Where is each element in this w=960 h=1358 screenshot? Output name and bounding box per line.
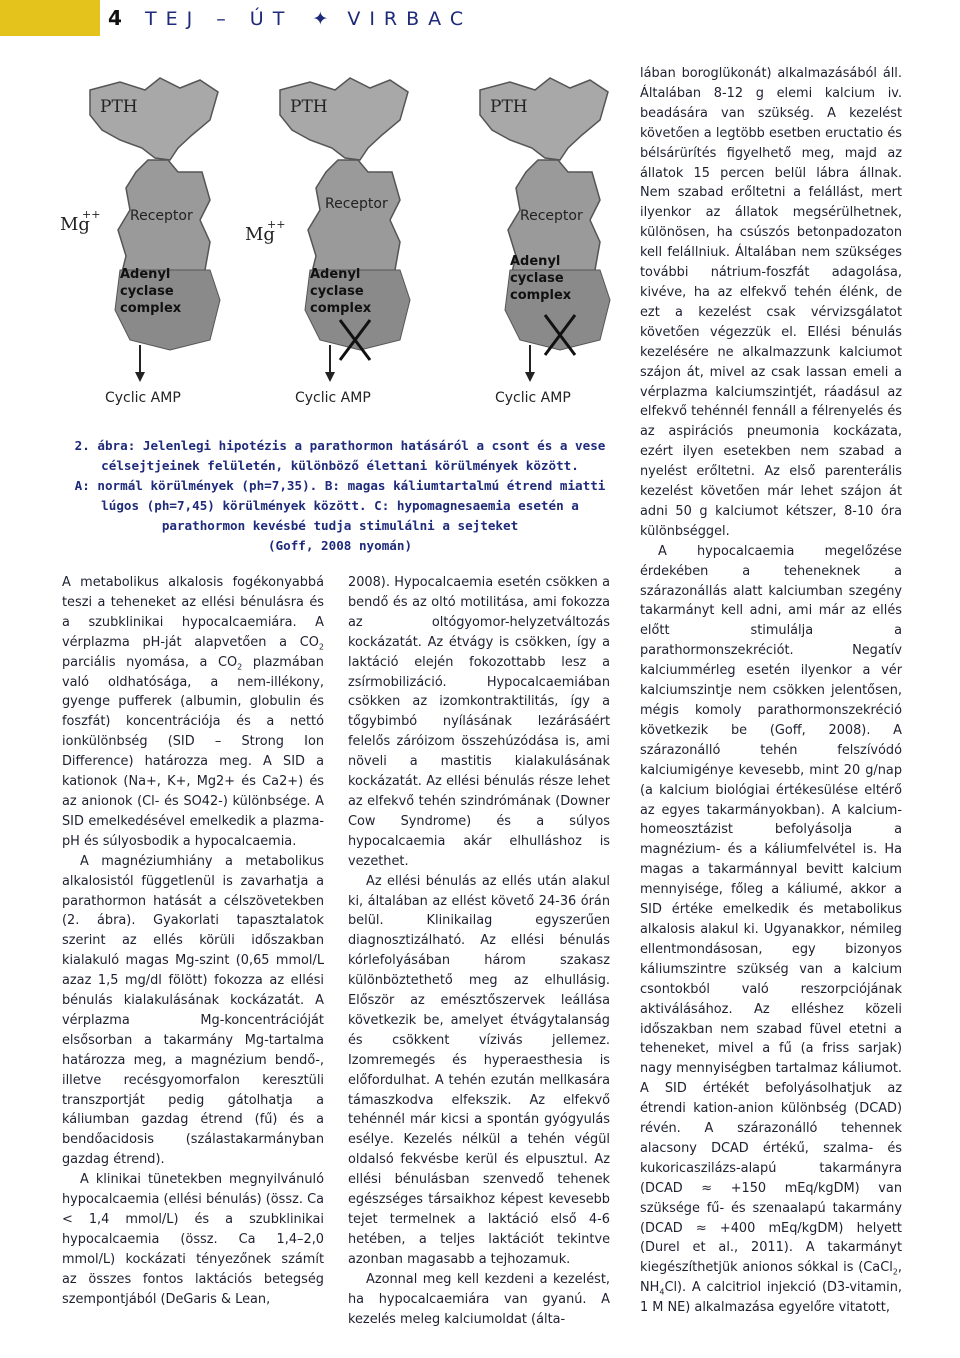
running-title-left: TEJ – ÚT — [145, 8, 294, 30]
paragraph: Az ellési bénulás az ellés után alakul ki, általában az ellést követő 24-36 órán belül. Klinikailag egyszerűen diagnosztizálható. Az ellési bénulás kórlefolyásában három szakasz különböztethető meg az elhullásig. Először az emésztőszervek leállása következik be, amelyet étvágytalanság és csökkent vízivás jellemez. Izomremegés és hyperaesthesia is előfordulhat. A tehén ezután mellkasára támaszkodva elfekszik. Az elfekvő tehénnél már kicsi a spontán gyógyulás esélye. Kezelés nélkül a tehén végül oldalsó fekvésbe kerül és elpusztul. Az ellési bénulásban szenvedő tehenek egészséges társaikhoz képest kevesebb tejet termelnek a laktáció első 4-6 hetében, a teljes laktációt tekintve azonban magasabb a tejhozamuk. — [348, 873, 610, 1267]
adenyl-line2-a: cyclase — [120, 284, 174, 299]
adenyl-line1-a: Adenyl — [120, 267, 171, 282]
figure-caption — [60, 436, 620, 556]
adenyl-line2-c: cyclase — [510, 271, 564, 286]
receptor-label-a: Receptor — [130, 208, 193, 224]
mg-label-b: Mg — [245, 224, 275, 245]
pth-label-c: PTH — [490, 97, 528, 117]
adenyl-line3-b: complex — [310, 301, 372, 316]
caption-line: lúgos (ph=7,45) körülmények között. C: hypomagnesaemia esetén a — [101, 498, 579, 513]
panel-a — [60, 78, 220, 406]
adenyl-line2-b: cyclase — [310, 284, 364, 299]
caption-line: parathormon kevésbé tudja stimulálni a sejteket — [161, 518, 519, 533]
paragraph: Azonnal meg kell kezdeni a kezelést, ha hypocalcaemiára van gyanú. A kezelés meleg kalciumoldat (álta- — [348, 1271, 610, 1327]
header-accent-bar — [0, 0, 100, 36]
adenyl-line1-c: Adenyl — [510, 254, 561, 269]
page-number: 4 — [108, 6, 122, 30]
paragraph: 2008). Hypocalcaemia esetén csökken a bendő és az oltó motilitása, ami fokozza az oltógyomor-helyzetváltozás kockázatát. Az étvágy is csökken, így a laktáció elején fokozottabb lesz a zsírmobilizáció. Hypocalcaemiában csökken az izomkontraktilitás, így a tőgybimbó nyílásának lezárásáért felelős záróizom összehúzódása is, ami növeli a mastitis kialakulásának kockázatát. Az ellési bénulás része lehet az elfekvő tehén szindrómának (Downer Cow Syndrome) és a súlyos hypocalcaemia akár elhulláshoz is vezethet. — [348, 575, 610, 869]
star-icon: ✦ — [312, 8, 329, 30]
mg-charge-b: ++ — [267, 218, 286, 231]
caption-line: 2. ábra: Jelenlegi hipotézis a parathormon hatásáról a csont és a vese — [74, 438, 606, 453]
paragraph: A metabolikus alkalosis fogékonyabbá teszi a teheneket az ellési bénulásra és a szubklinikai hypocalcaemiára. A vérplazma pH-ját alapvetően a $CO_2$ parciális nyomása, a $CO_2$ plazmában való oldhatósága, a nem-illékony, gyenge pufferek (albumin, globulin és foszfát) koncentrációja és a nettó ionkülönbség (SID – Strong Ion Difference) határozza meg. A SID a kationok (Na+, K+, Mg2+ és Ca2+) és az anionok (Cl- és SO42-) különbsége. A SID emelkedésével emelkedik a plazma-pH és súlyosbodik a hypocalcaemia. — [62, 575, 324, 849]
adenyl-line3-a: complex — [120, 301, 182, 316]
caption-line: (Goff, 2008 nyomán) — [267, 538, 413, 553]
mg-label-a: Mg — [60, 214, 90, 235]
running-title-right: VIRBAC — [347, 8, 473, 30]
cyclic-amp-c: Cyclic AMP — [495, 390, 571, 406]
receptor-label-b: Receptor — [325, 196, 388, 212]
caption-line: A: normál körülmények (ph=7,35). B: magas káliumtartalmú étrend miatti — [74, 478, 606, 493]
paragraph: A hypocalcaemia megelőzése érdekében a teheneknek a szárazonállás alatt kalciumban szegény takarmányt kell adni, ami már az ellés előtt stimulálja a parathormonszekréciót. Negatív kalciummérleg esetén ilyenkor a vér kalciumszintje nem csökken jelentősen, mégis komoly parathormonszekréció következik be (Goff, 2008). A szárazonálló tehén felszívódó kalciumigénye kevesebb, mint 20 g/nap (a kalcium biológiai értékesülése eltérő az egyes takarmányokban). A kalcium-homeosztázist befolyásolja a magnézium- és a káliumfelvétel is. Ha magas a takarmánnyal bevitt kalcium mennyisége, főleg a káliumé, akkor a SID értéke emelkedik és metabolikus alkalosis alakul ki. Ugyanakkor, némileg ellentmondásosan, egy bizonyos káliumszintre szükség van a kalcium csontokból való reszorpciójának aktiválásához. Az elléshez közeli időszakban nem szabad füvel etetni a teheneket, mivel a fű (a friss sarjak) nagy mennyiségben tartalmaz káliumot. A SID értékét befolyásolhatjuk az étrendi kation-anion különbség (DCAD) révén. A szárazonálló tehennek alacsony DCAD értékű, szalma- és kukoricaszilázs-alapú takarmányra (DCAD ≈ +150 mEq/kgDM) van szüksége fű- és szenaalapú takarmány (DCAD ≈ +400 mEq/kgDM) helyett (Durel et al., 2011). A takarmányt kiegészíthetjük anionos sókkal is (CaCl$_2$, $NH_4Cl$). A calcitriol injekció (D3-vitamin, 1 M NE) alkalmazása egyelőre vitatott, — [640, 543, 902, 1316]
paragraph: A magnéziumhiány a metabolikus alkalosistól függetlenül is zavarhatja a parathormon hatását a célszövetekben (2. ábra). Gyakorlati tapasztalatok szerint az ellés körüli időszakban kialakuló magas Mg-szint (0,65 mmol/L azaz 1,5 mg/dl fölött) fokozza az ellési bénulás kialakulásának kockázatát. A vérplazma Mg-koncentrációját elsősorban a takarmány Mg-tartalma határozza meg, a magnézium bendő-, illetve recésgyomorfalon keresztüli transzportját pedig gátolhatja a káliumban gazdag étrend (fű) és a bendőacidosis (szálastakarmányban gazdag étrend). — [62, 853, 324, 1168]
pth-label-b: PTH — [290, 97, 328, 117]
panel-c — [480, 78, 610, 406]
text-column-2 — [348, 573, 610, 1329]
caption-line: célsejtjeinek felületén, különböző élettani körülmények között. — [101, 458, 579, 473]
text-column-3 — [640, 64, 902, 1318]
paragraph: lában boroglükonát) alkalmazásából áll. Általában 8-12 g elemi kalcium iv. beadására van szükség. A kezelést követően a legtöbb esetben eructatio és bélsárürítés figyelhető meg, majd az állatok 15 percen belül lábra állnak. Nem szabad erőltetni a felállást, mert ilyenkor az állatok megsérülhetnek, különösen, ha csúszós betonpadozaton kell felállniuk. Általában nem szükséges további nátrium-foszfát adagolása, kivéve, ha az elfekvő tehén élénk, de ezt a kezelést csak vérvizsgálatot követően végezzük el. Ellési bénulás kezelésére ne alkalmazzunk kalciumot szájon át, mivel az csak lassan emeli a vérplazma kalciumszintjét, ráadásul az elfekvő tehénnél fennáll a félrenyelés és az aspirációs pneumonia kockázata, ezért ilyen esetekben nem szabad a nyelést erőltetni. Az első parenterális kezelést követően már lehet szájon át adni 50 g kalciumot kétszer, 8-10 óra különbséggel. — [640, 66, 902, 539]
cyclic-amp-b: Cyclic AMP — [295, 390, 371, 406]
mg-charge-a: ++ — [82, 208, 101, 221]
pth-receptor-figure — [60, 60, 620, 415]
adenyl-line1-b: Adenyl — [310, 267, 361, 282]
panel-b — [245, 78, 410, 406]
paragraph: A klinikai tünetekben megnyilvánuló hypocalcaemia (ellési bénulás) (össz. Ca < 1,4 mmol/L) és a szubklinikai hypocalcaemia (össz. Ca 1,4–2,0 mmol/L) kockázati tényezőnek számít az összes fontos laktációs betegség szempontjából (DeGaris & Lean, — [62, 1172, 324, 1307]
cyclic-amp-a: Cyclic AMP — [105, 390, 181, 406]
adenyl-line3-c: complex — [510, 288, 572, 303]
pth-label-a: PTH — [100, 97, 138, 117]
receptor-label-c: Receptor — [520, 208, 583, 224]
running-title — [145, 8, 472, 30]
text-column-1 — [62, 573, 324, 1310]
